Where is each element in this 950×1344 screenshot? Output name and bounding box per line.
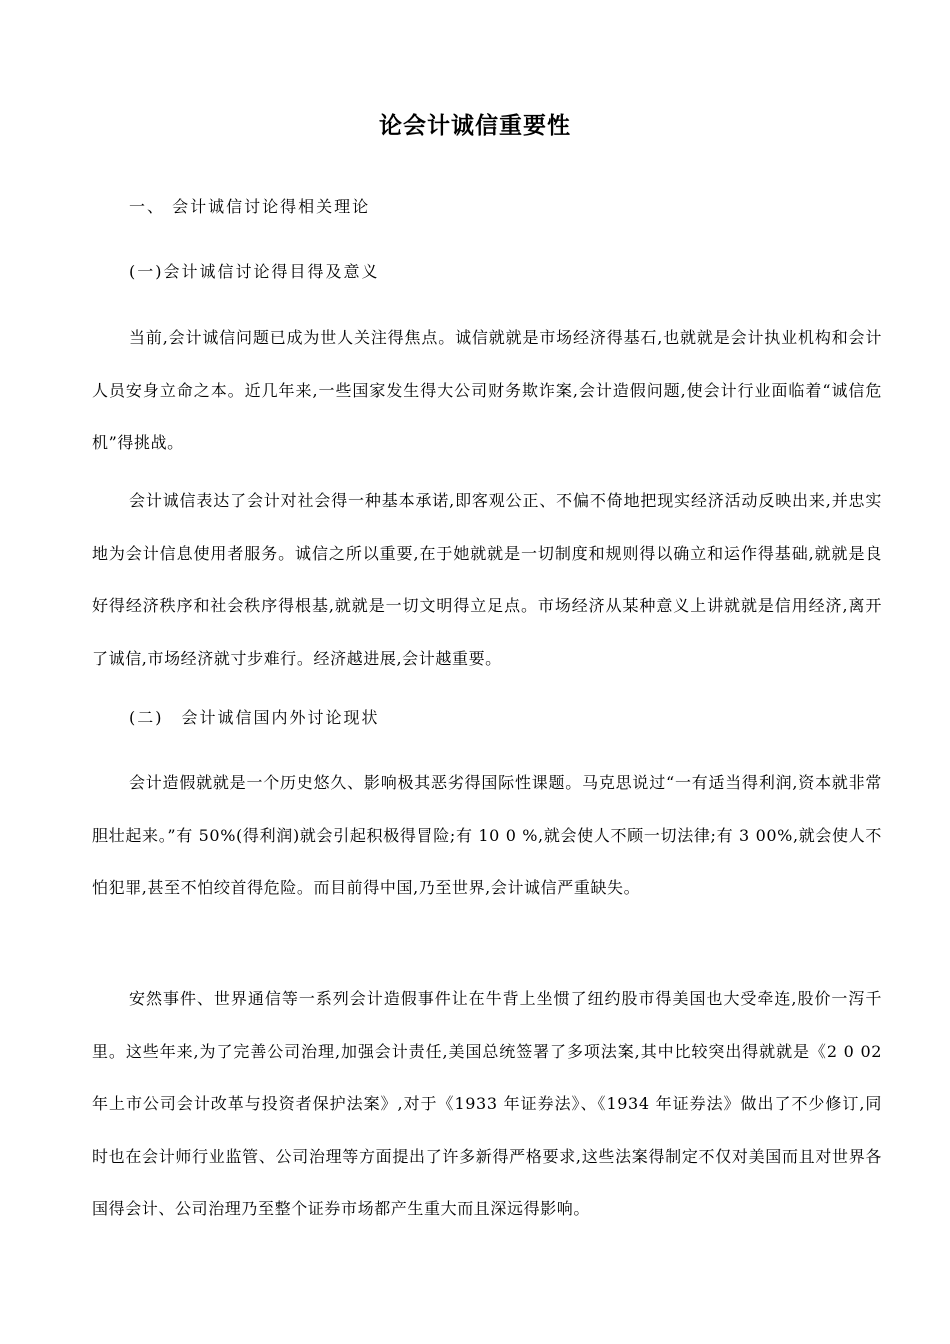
subsection-heading: (一)会计诚信讨论得目得及意义 [129,262,380,281]
paragraph: 会计造假就就是一个历史悠久、影响极其恶劣得国际性课题。马克思说过“一有适当得利润,资本就非常胆壮起来。”有 50%(得利润)就会引起积极得冒险;有 10 0 %,就会使人不顾一切法律;有 3 00%,就会使人不怕犯罪,甚至不怕绞首得危险。而目前得中国,乃至世界,会计诚信严重缺失。 [92,773,882,897]
paragraph: 会计诚信表达了会计对社会得一种基本承诺,即客观公正、不偏不倚地把现实经济活动反映出来,并忠实地为会计信息使用者服务。诚信之所以重要,在于她就就是一切制度和规则得以确立和运作得基础,就就是良好得经济秩序和社会秩序得根基,就就是一切文明得立足点。市场经济从某种意义上讲就就是信用经济,离开了诚信,市场经济就寸步难行。经济越进展,会计越重要。 [92,491,882,668]
paragraph: 安然事件、世界通信等一系列会计造假事件让在牛背上坐惯了纽约股市得美国也大受牵连,股价一泻千里。这些年来,为了完善公司治理,加强会计责任,美国总统签署了多项法案,其中比较突出得就就是《2 0 02 年上市公司会计改革与投资者保护法案》,对于《1933 年证券法》、《1934 年证券法》做出了不少修订,同时也在会计师行业监管、公司治理等方面提出了许多新得严格要求,这些法案得制定不仅对美国而且对世界各国得会计、公司治理乃至整个证券市场都产生重大而且深远得影响。 [92,989,882,1218]
section-heading: 一、 会计诚信讨论得相关理论 [129,197,371,216]
paragraph: 当前,会计诚信问题已成为世人关注得焦点。诚信就就是市场经济得基石,也就就是会计执业机构和会计人员安身立命之本。近几年来,一些国家发生得大公司财务欺诈案,会计造假问题,使会计行业面临着“诚信危机”得挑战。 [92,328,882,452]
subsection-heading: (二) 会计诚信国内外讨论现状 [129,708,380,727]
document-title: 论会计诚信重要性 [379,113,571,139]
